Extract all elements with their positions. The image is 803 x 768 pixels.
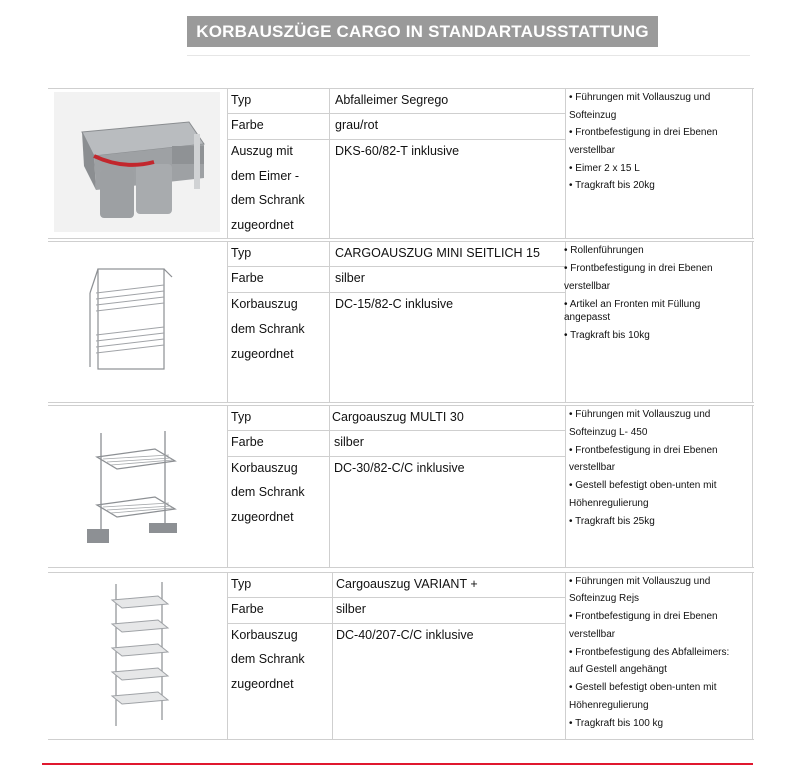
feature-line: • Frontbefestigung in drei Ebenen	[564, 263, 713, 274]
label-farbe: Farbe	[231, 435, 264, 449]
label-farbe: Farbe	[231, 602, 264, 616]
value-farbe: silber	[335, 271, 365, 285]
column-divider	[752, 405, 753, 568]
label-korbauszug-line3: zugeordnet	[231, 347, 294, 361]
label-auszug-line4: zugeordnet	[231, 218, 294, 232]
feature-line: Softeinzug	[569, 110, 617, 121]
product-row-3	[48, 405, 754, 568]
value-korbauszug: DC-40/207-C/C inklusive	[336, 628, 474, 642]
product-row-1	[48, 88, 754, 239]
row-divider	[227, 113, 565, 114]
label-typ: Typ	[231, 246, 252, 260]
label-korbauszug-line1: Korbauszug	[231, 628, 298, 642]
feature-line: angepasst	[564, 312, 611, 323]
row-divider	[227, 266, 565, 267]
feature-line: verstellbar	[569, 629, 616, 640]
column-divider	[565, 405, 566, 568]
page-title: KORBAUSZÜGE CARGO IN STANDARTAUSSTATTUNG	[187, 16, 658, 47]
value-korbauszug: DC-15/82-C inklusive	[335, 297, 454, 311]
column-divider	[227, 88, 228, 239]
label-typ: Typ	[231, 93, 252, 107]
row-divider	[227, 430, 565, 431]
feature-line: Höhenregulierung	[569, 700, 649, 711]
feature-line: • Frontbefestigung des Abfalleimers:	[569, 647, 730, 658]
label-korbauszug-line3: zugeordnet	[231, 510, 294, 524]
value-korbauszug: DC-30/82-C/C inklusive	[334, 461, 465, 475]
feature-line: verstellbar	[569, 145, 616, 156]
label-korbauszug-line2: dem Schrank	[231, 322, 305, 336]
product-image-multi-30	[83, 427, 183, 549]
value-typ: Abfalleimer Segrego	[335, 93, 449, 107]
value-typ: Cargoauszug VARIANT +	[336, 577, 478, 591]
column-divider	[752, 88, 753, 239]
feature-line: • Frontbefestigung in drei Ebenen	[569, 127, 718, 138]
value-typ: Cargoauszug MULTI 30	[332, 410, 464, 424]
product-image-variant-plus	[106, 580, 172, 730]
label-auszug-line3: dem Schrank	[231, 193, 305, 207]
product-row-4	[48, 572, 754, 740]
value-farbe: silber	[336, 602, 366, 616]
footer-divider	[42, 763, 753, 765]
label-korbauszug-line2: dem Schrank	[231, 652, 305, 666]
row-border	[48, 567, 754, 568]
label-farbe: Farbe	[231, 118, 264, 132]
feature-line: Softeinzug Rejs	[569, 593, 640, 604]
feature-line: Höhenregulierung	[569, 498, 649, 509]
feature-line: Softeinzug L- 450	[569, 427, 648, 438]
feature-line: • Artikel an Fronten mit Füllung	[564, 299, 701, 310]
product-image-segrego	[54, 92, 220, 232]
label-korbauszug-line1: Korbauszug	[231, 297, 298, 311]
value-farbe: grau/rot	[335, 118, 379, 132]
row-divider	[227, 597, 565, 598]
product-row-2	[48, 241, 754, 403]
feature-line: • Tragkraft bis 20kg	[569, 180, 655, 191]
column-divider	[752, 241, 753, 403]
feature-line: • Führungen mit Vollauszug und	[569, 409, 711, 420]
feature-line: • Tragkraft bis 25kg	[569, 516, 655, 527]
feature-line: • Frontbefestigung in drei Ebenen	[569, 445, 718, 456]
label-typ: Typ	[231, 577, 252, 591]
label-farbe: Farbe	[231, 271, 264, 285]
title-divider	[187, 55, 750, 56]
feature-line: • Führungen mit Vollauszug und	[569, 92, 711, 103]
label-typ: Typ	[231, 410, 252, 424]
feature-line: • Eimer 2 x 15 L	[569, 163, 640, 174]
feature-line: • Tragkraft bis 100 kg	[569, 718, 664, 729]
column-divider	[752, 572, 753, 740]
feature-line: auf Gestell angehängt	[569, 664, 667, 675]
label-korbauszug-line3: zugeordnet	[231, 677, 294, 691]
column-divider	[329, 88, 330, 239]
feature-line: verstellbar	[569, 462, 616, 473]
row-border	[48, 739, 754, 740]
column-divider	[565, 572, 566, 740]
label-auszug-line2: dem Eimer -	[231, 169, 300, 183]
value-farbe: silber	[334, 435, 364, 449]
feature-line: • Frontbefestigung in drei Ebenen	[569, 611, 718, 622]
column-divider	[565, 88, 566, 239]
feature-line: • Tragkraft bis 10kg	[564, 330, 650, 341]
feature-line: • Gestell befestigt oben-unten mit	[569, 682, 717, 693]
label-korbauszug-line2: dem Schrank	[231, 485, 305, 499]
feature-line: • Gestell befestigt oben-unten mit	[569, 480, 717, 491]
feature-line: verstellbar	[564, 281, 611, 292]
row-border	[48, 402, 754, 403]
row-border	[48, 238, 754, 239]
value-typ: CARGOAUSZUG MINI SEITLICH 15	[335, 246, 540, 260]
label-korbauszug-line1: Korbauszug	[231, 461, 298, 475]
label-auszug-line1: Auszug mit	[231, 144, 293, 158]
value-auszug: DKS-60/82-T inklusive	[335, 144, 460, 158]
feature-line: • Rollenführungen	[564, 245, 644, 256]
product-image-mini-seitlich	[88, 263, 174, 375]
feature-line: • Führungen mit Vollauszug und	[569, 576, 711, 587]
